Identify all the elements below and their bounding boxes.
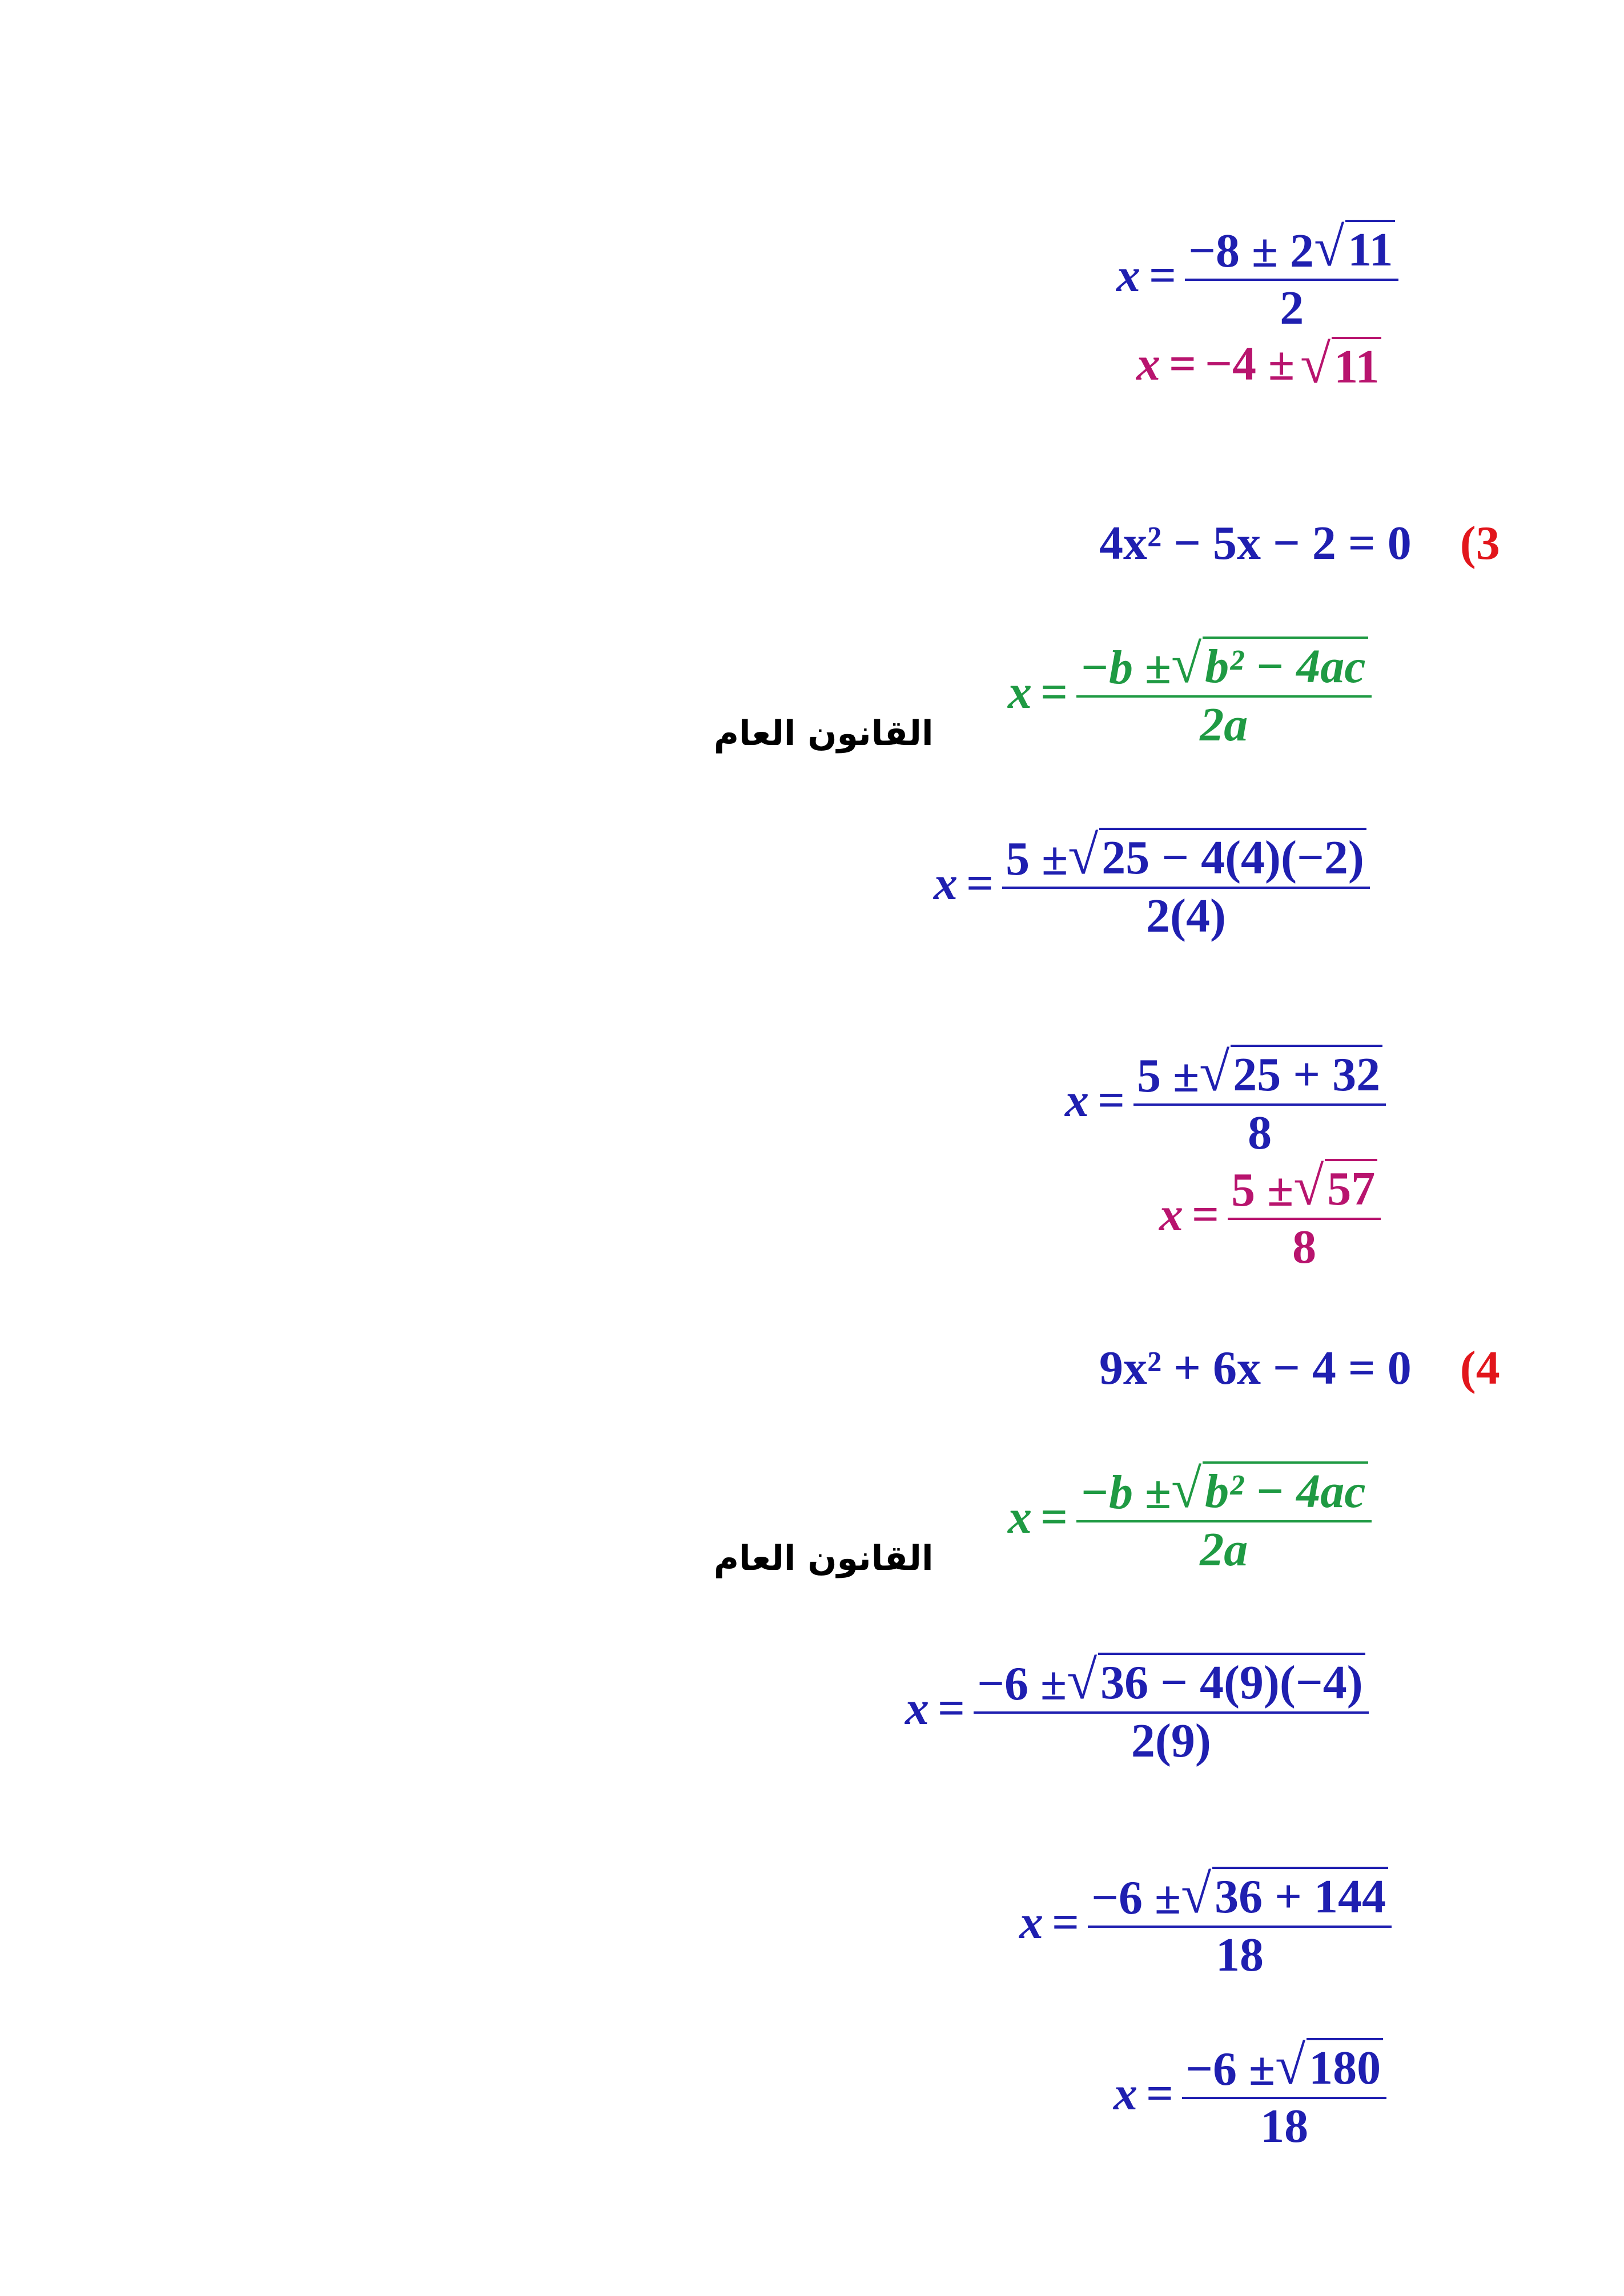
eq-lhs: x: [1159, 1188, 1183, 1242]
denominator: 18: [1260, 2099, 1309, 2153]
radical-sign-icon: √: [1181, 1863, 1212, 1924]
eq-sign: =: [966, 857, 994, 911]
radical-sign-icon: √: [1067, 1649, 1098, 1710]
denominator: 2(9): [1131, 1714, 1211, 1767]
radical-sign-icon: √: [1171, 1458, 1202, 1519]
eq-lhs: x: [1065, 1074, 1089, 1127]
radical-sign-icon: √: [1068, 824, 1099, 885]
eq-lhs: x: [1114, 2067, 1137, 2121]
problem4-step3: [1114, 2035, 1386, 2153]
problem4-step1: [905, 1649, 1369, 1767]
numerator: [1076, 1458, 1371, 1520]
eq-lhs: x: [1008, 666, 1032, 719]
numerator-prefix: −b ±: [1080, 1465, 1172, 1519]
problem3-formula-label: القانون العام: [714, 714, 934, 754]
eq-sign: =: [1040, 666, 1068, 719]
square-root: [1181, 1863, 1388, 1924]
eq-lhs: x: [1019, 1896, 1043, 1949]
problem3-step2: [1065, 1041, 1386, 1159]
fraction: [1076, 1458, 1371, 1576]
eq-continuation-result: [1136, 333, 1381, 394]
fraction: [1185, 216, 1398, 335]
square-root: [1171, 1458, 1368, 1519]
problem4-step2: [1019, 1863, 1392, 1981]
eq-lhs: x: [1116, 249, 1140, 303]
radicand: 25 − 4(4)(−2): [1099, 828, 1366, 883]
numerator-prefix: 5 ±: [1231, 1163, 1294, 1217]
fraction: [1088, 1863, 1392, 1981]
numerator: [1182, 2035, 1386, 2097]
numerator: [974, 1649, 1369, 1711]
radical-sign-icon: √: [1275, 2035, 1306, 2096]
radicand: 36 + 144: [1212, 1867, 1388, 1922]
rhs-prefix: −4 ±: [1205, 337, 1295, 391]
radicand: 57: [1325, 1159, 1377, 1214]
denominator: 8: [1292, 1220, 1317, 1274]
numerator: [1076, 633, 1371, 695]
problem4-equation: 9x² + 6x − 4 = 0: [1099, 1342, 1412, 1395]
problem3-step1: [934, 824, 1370, 942]
fraction: [1002, 824, 1370, 942]
eq-sign: =: [1040, 1491, 1068, 1544]
problem4-formula-label: القانون العام: [714, 1538, 934, 1578]
square-root: [1067, 1649, 1365, 1710]
numerator-prefix: −8 ± 2: [1188, 224, 1315, 277]
numerator: [1185, 216, 1398, 279]
radical-sign-icon: √: [1171, 633, 1202, 694]
radical-sign-icon: √: [1199, 1041, 1230, 1102]
numerator-prefix: −6 ±: [1091, 1871, 1181, 1924]
radicand: b² − 4ac: [1203, 1461, 1368, 1517]
radicand: 25 + 32: [1231, 1045, 1382, 1100]
fraction: [1133, 1041, 1386, 1159]
numerator-prefix: −b ±: [1080, 641, 1172, 694]
numerator-prefix: −6 ±: [1185, 2042, 1276, 2096]
fraction: [1182, 2035, 1386, 2153]
denominator: 18: [1216, 1928, 1264, 1981]
numerator-prefix: 5 ±: [1006, 832, 1068, 885]
square-root: [1199, 1041, 1382, 1102]
eq-sign: =: [1149, 249, 1176, 303]
fraction: [1228, 1155, 1381, 1274]
eq-lhs: x: [1008, 1491, 1032, 1544]
eq-lhs: x: [1136, 337, 1160, 391]
eq-sign: =: [938, 1682, 965, 1735]
radicand: 11: [1345, 220, 1395, 275]
radicand: 11: [1332, 337, 1381, 392]
radical-sign-icon: √: [1300, 333, 1331, 394]
numerator-prefix: −6 ±: [977, 1657, 1067, 1710]
denominator: 2a: [1200, 698, 1248, 751]
numerator: [1088, 1863, 1392, 1926]
square-root: [1275, 2035, 1383, 2096]
numerator: [1228, 1155, 1381, 1218]
problem3-general-formula: [1008, 633, 1372, 751]
eq-lhs: x: [934, 857, 958, 911]
problem4-statement: [1099, 1342, 1500, 1395]
square-root: [1314, 216, 1395, 277]
numerator: [1002, 824, 1370, 887]
numerator-prefix: 5 ±: [1137, 1049, 1200, 1102]
numerator: [1133, 1041, 1386, 1103]
eq-sign: =: [1052, 1896, 1079, 1949]
square-root: [1068, 824, 1366, 885]
eq-sign: =: [1098, 1074, 1125, 1127]
eq-sign: =: [1192, 1188, 1219, 1242]
eq-continuation-fraction: [1116, 216, 1398, 335]
problem4-number: (4: [1460, 1342, 1500, 1395]
radicand: b² − 4ac: [1203, 637, 1368, 692]
radicand: 180: [1307, 2038, 1383, 2093]
eq-sign: =: [1169, 337, 1196, 391]
denominator: 2a: [1200, 1522, 1248, 1576]
square-root: [1300, 333, 1381, 394]
problem3-result: [1159, 1155, 1381, 1274]
radicand: 36 − 4(9)(−4): [1098, 1653, 1365, 1708]
square-root: [1171, 633, 1368, 694]
denominator: 2(4): [1145, 889, 1226, 942]
square-root: [1293, 1155, 1377, 1217]
fraction: [974, 1649, 1369, 1767]
denominator: 2: [1280, 281, 1304, 335]
eq-sign: =: [1146, 2067, 1173, 2121]
problem3-number: (3: [1460, 517, 1500, 570]
radical-sign-icon: √: [1293, 1155, 1324, 1217]
radical-sign-icon: √: [1314, 216, 1345, 277]
eq-lhs: x: [905, 1682, 929, 1735]
problem4-general-formula: [1008, 1458, 1372, 1576]
denominator: 8: [1248, 1106, 1272, 1159]
problem3-statement: [1099, 517, 1500, 570]
fraction: [1076, 633, 1371, 751]
problem3-equation: 4x² − 5x − 2 = 0: [1099, 517, 1412, 570]
